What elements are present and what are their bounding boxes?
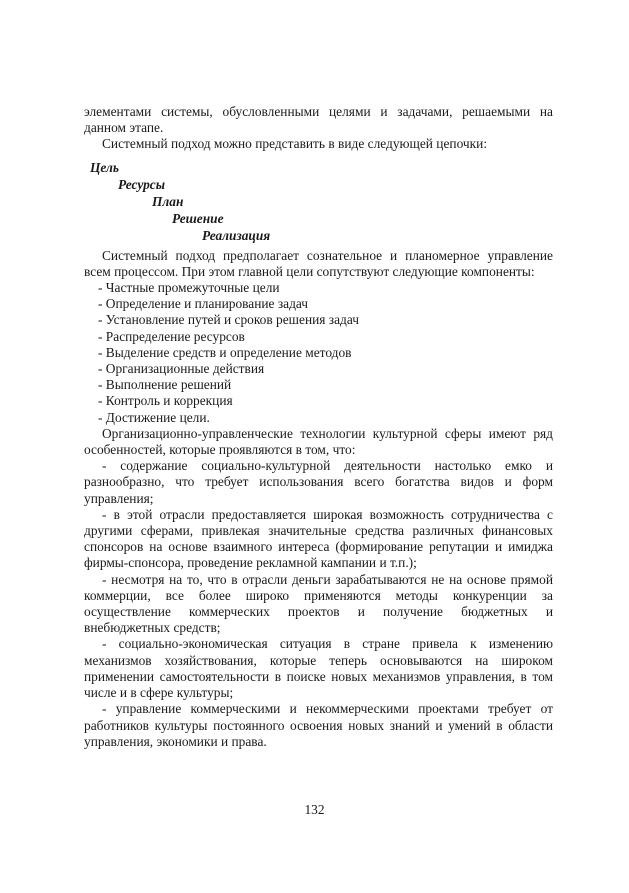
list-item: - Достижение цели. [98,409,210,425]
page-body [84,104,553,750]
list-item: - Частные промежуточные цели [98,280,280,296]
list-item: - Контроль и коррекция [98,393,233,409]
list-item: - Определение и планирование задач [98,296,309,312]
paragraph-feature-5: - управление коммерческими и некоммерческими проектами требует от работников культуры постоянного освоения новых знаний и умений в области управления, экономики и права. [84,701,553,749]
paragraph-continued: элементами системы, обусловленными целями и задачами, решаемыми на данном этапе. [84,104,553,136]
chain-item-decision: Решение [172,210,224,226]
components-list [84,280,553,426]
paragraph-feature-4: - социально-экономическая ситуация в стране привела к изменению механизмов хозяйствования, которые теперь основываются на широком применении самостоятельности в поиске новых механизмов управления, в том числе и в сфере культуры; [84,636,553,701]
chain-item-implementation: Реализация [202,227,271,243]
paragraph-system-approach: Системный подход предполагает сознательное и планомерное управление всем процессом. При этом главной цели сопутствуют следующие компоненты: [84,247,553,279]
list-item: - Выполнение решений [98,377,232,393]
paragraph-chain-intro: Системный подход можно представить в виде следующей цепочки: [102,136,488,152]
page-number: 132 [304,802,325,817]
list-item: - Организационные действия [98,361,265,377]
list-item: - Установление путей и сроков решения задач [98,312,359,328]
chain-item-plan: План [152,193,184,209]
system-chain [84,159,553,244]
paragraph-feature-3: - несмотря на то, что в отрасли деньги зарабатываются не на основе прямой коммерции, все более широко применяются методы конкуренции за осуществление коммерческих проектов и получение бюджетных и внебюджетных средств; [84,571,553,636]
chain-item-goal: Цель [90,159,120,175]
chain-item-resources: Ресурсы [118,176,166,192]
list-item: - Выделение средств и определение методов [98,344,352,360]
paragraph-features: Организационно-управленческие технологии культурной сферы имеют ряд особенностей, которые проявляются в том, что: [84,425,553,458]
paragraph-feature-2: - в этой отрасли предоставляется широкая возможность сотрудничества с другими сферами, привлекая значительные средства различных финансовых спонсоров на основе взаимного интереса (формирование репутации и имиджа фирмы-спонсора, проведение рекламной кампании и т.п.); [84,506,553,571]
list-item: - Распределение ресурсов [98,328,245,344]
paragraph-feature-1: - содержание социально-культурной деятельности настолько емко и разнообразно, что требует использования всего богатства видов и форм управления; [84,458,553,506]
